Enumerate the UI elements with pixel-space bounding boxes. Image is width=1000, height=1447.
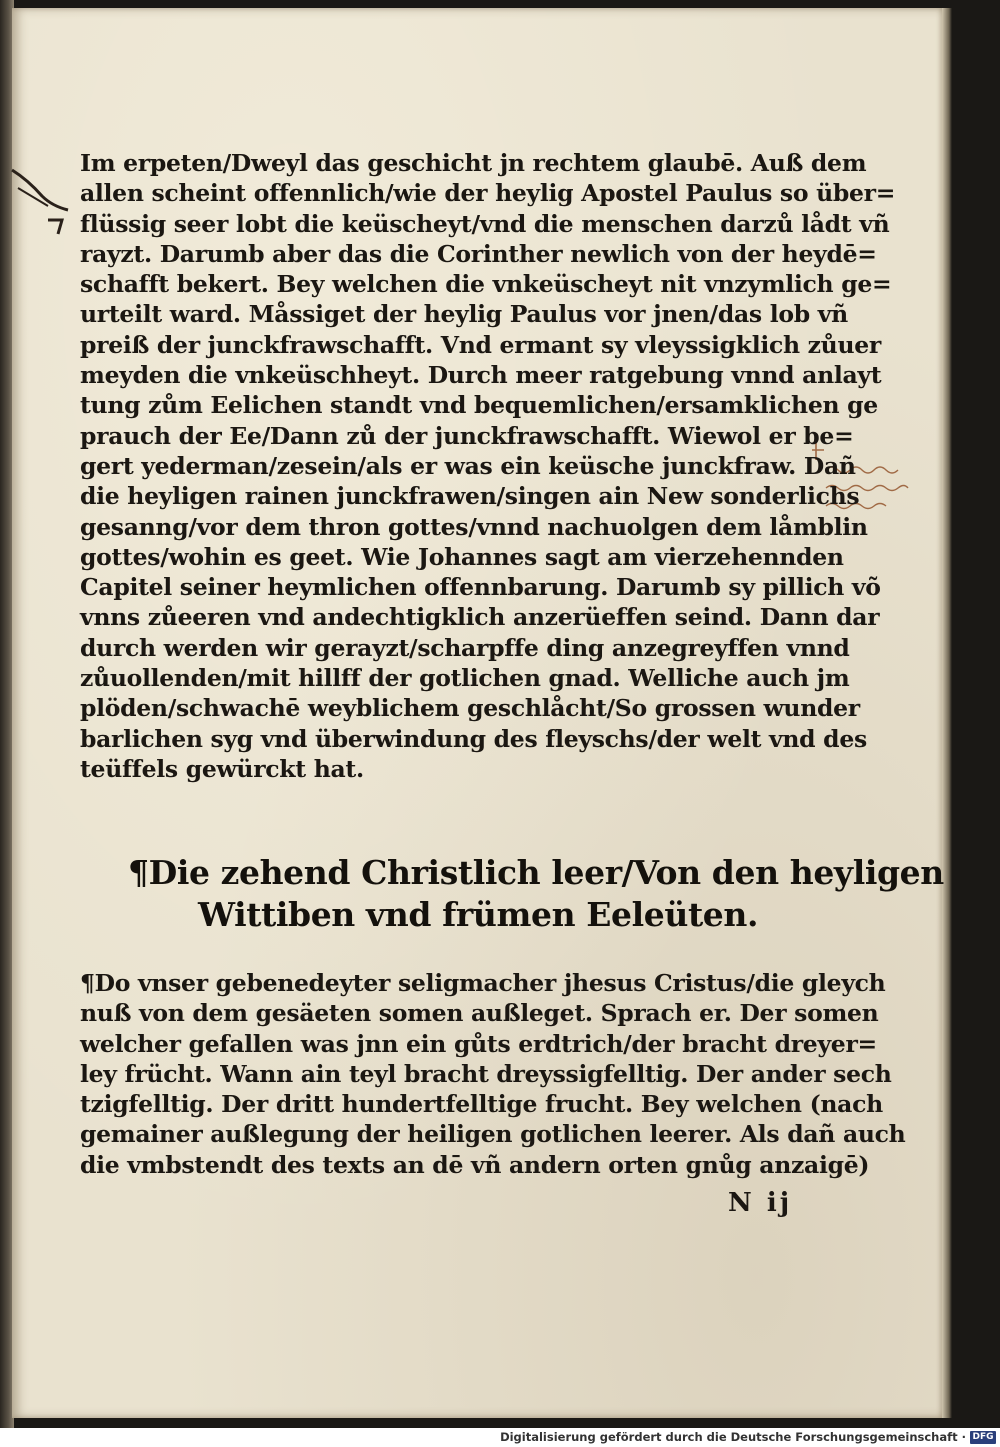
text-line: gottes/wohin es geet. Wie Johannes sagt am vierzehennden — [80, 542, 844, 571]
margin-pen-mark-left — [8, 150, 78, 250]
text-line: tung zům Eelichen standt vnd bequemlichen/ersamklichen ge — [80, 391, 878, 420]
text-line: preiß der junckfrawschafft. Vnd ermant sy vleyssigklich zůuer — [80, 330, 881, 359]
text-line: teüffels gewürckt hat. — [80, 754, 364, 783]
text-line: welcher gefallen was jnn ein gůts erdtrich/der bracht dreyer= — [80, 1029, 877, 1058]
section-heading — [128, 852, 944, 936]
text-line: plöden/schwachē weyblichem geschlåcht/So grossen wunder — [80, 694, 860, 723]
text-line: nuß von dem gesäeten somen außleget. Sprach er. Der somen — [80, 999, 879, 1028]
text-line: barlichen syg vnd überwindung des fleyschs/der welt vnd des — [80, 724, 867, 753]
body-text-bottom — [80, 968, 906, 1180]
text-line: tzigfelltig. Der dritt hundertfelltige frucht. Bey welchen (nach — [80, 1090, 883, 1119]
text-line: durch werden wir gerayzt/scharpffe ding anzegreyffen vnnd — [80, 633, 850, 662]
footer-bar — [0, 1428, 1000, 1447]
text-line: allen scheint offennlich/wie der heylig Apostel Paulus so über= — [80, 179, 896, 208]
text-line: prauch der Ee/Dann zů der junckfrawschafft. Wiewol er be= — [80, 421, 854, 450]
text-line: die vmbstendt des texts an dē vñ andern orten gnůg anzaigē) — [80, 1150, 870, 1179]
text-line: gesanng/vor dem thron gottes/vnnd nachuolgen dem låmblin — [80, 512, 868, 541]
text-line: rayzt. Darumb aber das die Corinther newlich von der heydē= — [80, 239, 877, 268]
dfg-logo: DFG — [970, 1431, 996, 1444]
text-line: die heyligen rainen junckfrawen/singen ain New sonderlichs — [80, 482, 860, 511]
text-line: flüssig seer lobt die keüscheyt/vnd die menschen darzů lådt vñ — [80, 209, 890, 238]
text-line: Capitel seiner heymlichen offennbarung. Darumb sy pillich võ — [80, 573, 881, 602]
funding-credit: Digitalisierung gefördert durch die Deutsche Forschungsgemeinschaft · — [500, 1430, 966, 1444]
text-line: ley frücht. Wann ain teyl bracht dreyssigfelltig. Der ander sech — [80, 1059, 892, 1088]
text-line: zůuollenden/mit hillff der gotlichen gnad. Welliche auch jm — [80, 664, 850, 693]
heading-line: ¶Die zehend Christlich leer/Von den heyligen — [128, 853, 944, 892]
text-line: urteilt ward. Måssiget der heylig Paulus vor jnen/das lob vñ — [80, 300, 848, 329]
page-right-edge — [942, 8, 952, 1418]
text-line: gemainer außlegung der heiligen gotlichen leerer. Als dañ auch — [80, 1120, 906, 1149]
text-line: gert yederman/zesein/als er was ein keüsche junckfraw. Dañ — [80, 451, 856, 480]
heading-line: Wittiben vnd frümen Eeleüten. — [198, 895, 759, 934]
text-line: schafft bekert. Bey welchen die vnkeüscheyt nit vnzymlich ge= — [80, 270, 892, 299]
text-line: meyden die vnkeüschheyt. Durch meer ratgebung vnnd anlayt — [80, 361, 882, 390]
body-text-top — [80, 148, 896, 784]
text-line: ¶Do vnser gebenedeyter seligmacher jhesus Cristus/die gleych — [80, 969, 886, 997]
text-line: vnns zůeeren vnd andechtigklich anzerüeffen seind. Dann dar — [80, 603, 880, 632]
text-line: Im erpeten/Dweyl das geschicht jn rechtem glaubē. Auß dem — [80, 149, 867, 177]
signature-mark: N ij — [728, 1188, 793, 1218]
